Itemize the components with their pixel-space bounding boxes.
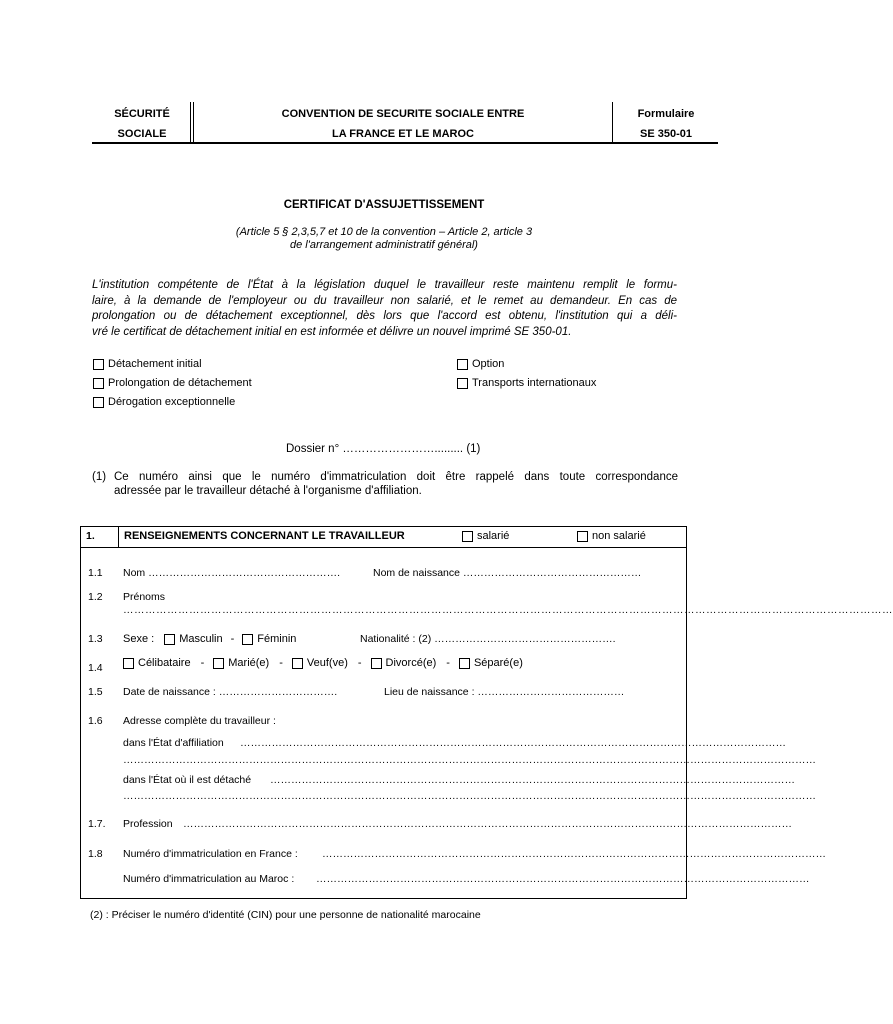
section-1-header-divider <box>118 526 119 547</box>
checkbox-divorce[interactable] <box>371 658 382 669</box>
section-1-number: 1. <box>86 530 95 542</box>
checkbox-marie[interactable] <box>213 658 224 669</box>
adresse-detache-field[interactable]: …………………………………………………………………………………………………………………………………… <box>270 774 795 786</box>
field-number: 1.2 <box>88 591 103 603</box>
option-label: salarié <box>477 530 510 542</box>
footnote-1-line2: adressée par le travailleur détaché à l'organisme d'affiliation. <box>114 485 422 497</box>
header-divider-right <box>612 102 613 142</box>
nationalite-field[interactable]: Nationalité : (2) ……………………………………………. <box>360 633 616 645</box>
option-label: Transports internationaux <box>472 377 597 389</box>
option-prolongation[interactable] <box>93 377 252 389</box>
checkbox[interactable] <box>577 531 588 542</box>
masculin-label: Masculin <box>179 633 223 645</box>
adresse-label: Adresse complète du travailleur : <box>123 715 276 727</box>
veuf-label: Veuf(ve) <box>306 657 348 669</box>
option-label: Détachement initial <box>108 358 202 370</box>
header-divider-left <box>190 102 191 142</box>
immatriculation-maroc-label: Numéro d'immatriculation au Maroc : <box>123 873 295 885</box>
intro-paragraph <box>92 278 677 340</box>
header-right-line2: SE 350-01 <box>640 128 692 140</box>
section-1-title: RENSEIGNEMENTS CONCERNANT LE TRAVAILLEUR <box>124 530 405 542</box>
checkbox[interactable] <box>457 378 468 389</box>
adresse-detache-label: dans l'État où il est détaché <box>123 774 252 786</box>
sexe-row <box>123 633 296 645</box>
feminin-label: Féminin <box>257 633 297 645</box>
option-non-salarie[interactable] <box>577 530 646 542</box>
checkbox-celibataire[interactable] <box>123 658 134 669</box>
option-transports[interactable] <box>457 377 596 389</box>
option-option[interactable] <box>457 358 504 370</box>
checkbox[interactable] <box>457 359 468 370</box>
header-center <box>194 104 612 144</box>
header-right <box>614 104 718 144</box>
separator: - <box>357 657 362 669</box>
lieu-naissance-field[interactable]: Lieu de naissance : …………………………………… <box>384 686 625 698</box>
footnote-1-line1: Ce numéro ainsi que le numéro d'immatriculation doit être rappelé dans toute correspondance <box>114 471 678 483</box>
profession-label: Profession <box>123 818 173 830</box>
celibataire-label: Célibataire <box>138 657 191 669</box>
date-naissance-field[interactable]: Date de naissance : ……………………………. <box>123 686 338 698</box>
header-center-line1: CONVENTION DE SECURITE SOCIALE ENTRE <box>281 108 525 120</box>
option-salarie[interactable] <box>462 530 509 542</box>
field-number: 1.3 <box>88 633 103 645</box>
marie-label: Marié(e) <box>228 657 270 669</box>
adresse-affiliation-label: dans l'État d'affiliation <box>123 737 224 749</box>
subtitle-line2: de l'arrangement administratif général) <box>290 239 478 251</box>
checkbox-separe[interactable] <box>459 658 470 669</box>
prenoms-label: Prénoms <box>123 591 166 603</box>
immatriculation-france-field[interactable]: ……………………………………………………………………………………………………………………………… <box>322 848 826 860</box>
nom-field[interactable]: Nom ………………………………………………. <box>123 567 341 579</box>
page-title: CERTIFICAT D'ASSUJETTISSEMENT <box>283 199 485 211</box>
field-number: 1.5 <box>88 686 103 698</box>
header-rule <box>92 142 718 144</box>
prenoms-field[interactable]: ………………………………………………………………………………………………………………………………………………………………………………………… <box>123 604 893 616</box>
checkbox[interactable] <box>93 397 104 408</box>
intro-line: prolongation ou de détachement exceptionnel, dès lors que l'accord est obtenu, l'institution qui a déli- <box>92 310 677 322</box>
option-label: Option <box>472 358 505 370</box>
intro-line: vré le certificat de détachement initial en est informée et délivre un nouvel imprimé SE 350-01. <box>92 325 572 338</box>
checkbox[interactable] <box>93 378 104 389</box>
dossier-number-field[interactable]: Dossier n° ……………………......... (1) <box>286 443 481 455</box>
situation-familiale-row <box>123 657 523 669</box>
profession-field[interactable]: ………………………………………………………………………………………………………………………………………………………… <box>183 818 792 830</box>
separator: - <box>446 657 450 669</box>
option-derogation[interactable] <box>93 396 235 408</box>
option-label: Prolongation de détachement <box>108 377 252 389</box>
field-number: 1.4 <box>88 662 103 674</box>
header-left-line1: SÉCURITÉ <box>114 108 170 120</box>
intro-line: L'institution compétente de l'État à la législation duquel le travailleur reste maintenu remplit le formu- <box>92 279 677 291</box>
field-number: 1.6 <box>88 715 103 727</box>
footnote-2: (2) : Préciser le numéro d'identité (CIN) pour une personne de nationalité marocaine <box>90 909 481 921</box>
option-label: Dérogation exceptionnelle <box>108 396 236 408</box>
adresse-detache-field-line2[interactable]: ……………………………………………………………………………………………………………………………………………………………………………… <box>123 790 816 802</box>
option-label: non salarié <box>592 530 646 542</box>
checkbox-masculin[interactable] <box>164 634 175 645</box>
separator: - <box>279 657 283 669</box>
footnote-1 <box>92 470 678 498</box>
separator: - <box>230 633 235 645</box>
nom-naissance-field[interactable]: Nom de naissance …………………………………………… <box>373 567 642 579</box>
option-detachement-initial[interactable] <box>93 358 202 370</box>
field-number: 1.7. <box>88 818 106 830</box>
checkbox-veuf[interactable] <box>292 658 303 669</box>
field-number: 1.1 <box>88 567 103 579</box>
field-number: 1.8 <box>88 848 103 860</box>
adresse-affiliation-field[interactable]: ………………………………………………………………………………………………………………………………………… <box>240 737 786 749</box>
adresse-affiliation-field-line2[interactable]: ……………………………………………………………………………………………………………………………………………………………………………… <box>123 754 816 766</box>
checkbox[interactable] <box>462 531 473 542</box>
sexe-label: Sexe : <box>123 633 155 645</box>
immatriculation-france-label: Numéro d'immatriculation en France : <box>123 848 298 860</box>
divorce-label: Divorcé(e) <box>385 657 437 669</box>
header-right-line1: Formulaire <box>637 108 695 120</box>
checkbox-feminin[interactable] <box>242 634 253 645</box>
footnote-1-marker: (1) <box>92 471 107 483</box>
header-left <box>92 104 192 144</box>
intro-line: laire, à la demande de l'employeur ou du travailleur non salarié, et le remet au demandeur. En cas de <box>92 294 677 307</box>
subtitle <box>92 226 676 252</box>
subtitle-line1: (Article 5 § 2,3,5,7 et 10 de la convention – Article 2, article 3 <box>235 226 533 238</box>
immatriculation-maroc-field[interactable]: …………………………………………………………………………………………………………………………… <box>316 873 810 885</box>
header-left-line2: SOCIALE <box>117 128 167 140</box>
checkbox[interactable] <box>93 359 104 370</box>
header-center-line2: LA FRANCE ET LE MAROC <box>332 128 474 140</box>
separe-label: Séparé(e) <box>473 657 523 669</box>
separator: - <box>200 657 205 669</box>
